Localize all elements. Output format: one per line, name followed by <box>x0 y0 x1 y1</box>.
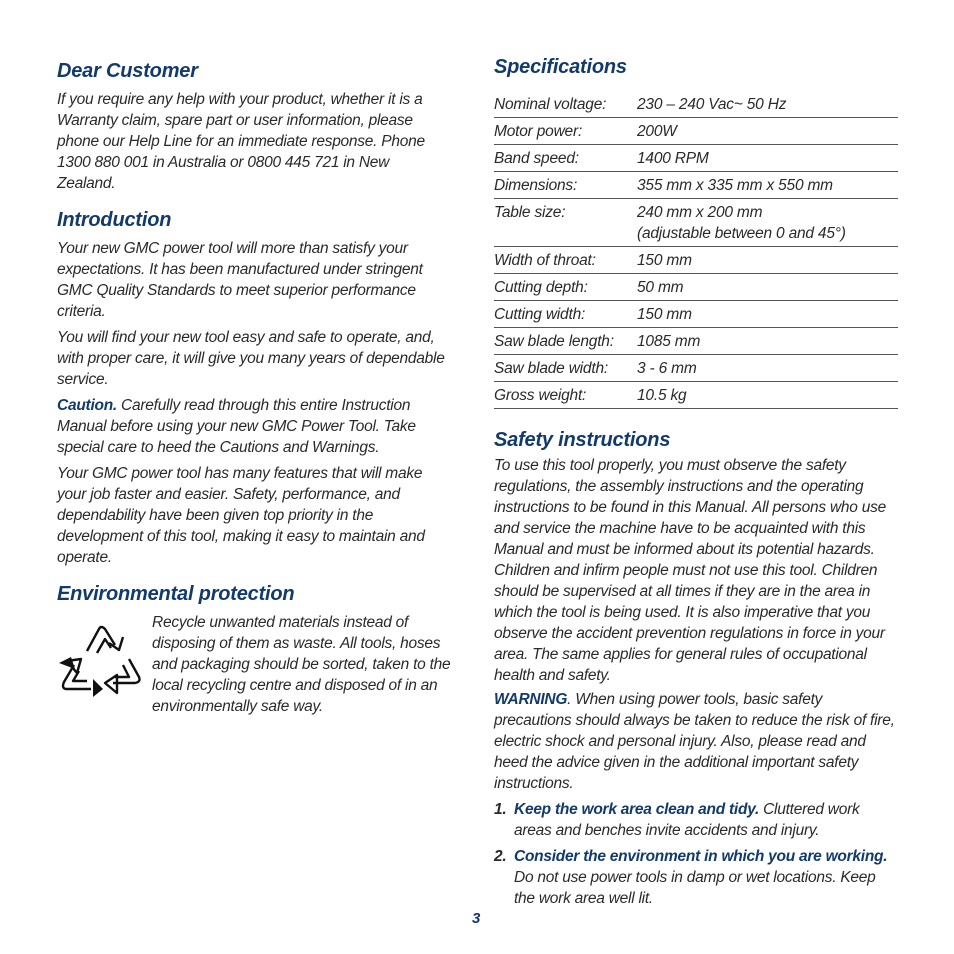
safety-item-2-number: 2. <box>494 848 507 865</box>
spec-label: Width of throat: <box>494 247 637 274</box>
environmental-text: Recycle unwanted materials instead of disposing of them as waste. All tools, hoses and packaging should be sorted, taken to the local recycling centre and disposed of in an environmentally safe way. <box>152 614 451 715</box>
safety-item-1 <box>514 799 898 841</box>
dear-customer-text: If you require any help with your product, whether it is a Warranty claim, spare part or user information, please phone our Help Line for an immediate response. Phone 1300 880 001 in Australia or 0800 445 721 in New Zealand. <box>57 91 425 192</box>
spec-value <box>637 247 898 274</box>
spec-row <box>494 382 898 409</box>
spec-row <box>494 328 898 355</box>
spec-row <box>494 274 898 301</box>
spec-value-line-2: (adjustable between 0 and 45°) <box>637 225 846 242</box>
warning-text: . When using power tools, basic safety precautions should always be taken to reduce the risk of fire, electric shock and personal injury. Also, please read and heed the advice given in the additional important safety instructions. <box>494 691 895 792</box>
spec-value <box>637 355 898 382</box>
intro-paragraph-1: Your new GMC power tool will more than satisfy your expectations. It has been manufactured under stringent GMC Quality Standards to meet superior performance criteria. <box>57 240 423 320</box>
safety-item-2-text: Do not use power tools in damp or wet locations. Keep the work area well lit. <box>514 869 876 907</box>
spec-value-line: 3 - 6 mm <box>637 360 697 377</box>
spec-label: Gross weight: <box>494 382 637 409</box>
spec-label: Cutting width: <box>494 301 637 328</box>
spec-value <box>637 172 898 199</box>
spec-value <box>637 145 898 172</box>
spec-value-line: 50 mm <box>637 279 684 296</box>
spec-value <box>637 118 898 145</box>
spec-value-line: 10.5 kg <box>637 387 687 404</box>
dear-customer-heading: Dear Customer <box>57 60 198 82</box>
warning-paragraph <box>494 689 898 794</box>
intro-paragraph-4: Your GMC power tool has many features that will make your job faster and easier. Safety, performance, and dependability have been given top priority in the development of this tool, making it easy to maintain and operate. <box>57 465 425 566</box>
safety-heading: Safety instructions <box>494 429 671 451</box>
spec-row <box>494 172 898 199</box>
spec-value-line: 150 mm <box>637 252 692 269</box>
safety-item-2 <box>514 846 898 909</box>
spec-label: Table size: <box>494 199 637 247</box>
caution-label: Caution. <box>57 397 117 414</box>
introduction-heading: Introduction <box>57 209 172 231</box>
spec-label: Band speed: <box>494 145 637 172</box>
spec-label: Saw blade length: <box>494 328 637 355</box>
spec-label: Dimensions: <box>494 172 637 199</box>
spec-row <box>494 199 898 247</box>
safety-item-1-title: Keep the work area clean and tidy. <box>514 801 760 818</box>
spec-value <box>637 328 898 355</box>
specifications-heading: Specifications <box>494 56 627 78</box>
spec-label: Cutting depth: <box>494 274 637 301</box>
spec-value <box>637 274 898 301</box>
spec-row <box>494 247 898 274</box>
intro-paragraph-2: You will find your new tool easy and safe to operate, and, with proper care, it will give you many years of dependable service. <box>57 329 445 388</box>
safety-paragraph: To use this tool properly, you must observe the safety regulations, the assembly instructions and the operating instructions to be found in this Manual. All persons who use and service the machine have to be acquainted with this Manual and must be informed about its potential hazards. Children and infirm people must not use this tool. Children should be supervised at all times if they are in the area in which the tool is being used. It is also imperative that you observe the accident prevention regulations in force in your area. The same applies for general rules of occupational health and safety. <box>494 457 886 684</box>
spec-value <box>637 382 898 409</box>
caution-text: Carefully read through this entire Instruction Manual before using your new GMC Power Tool. Take special care to heed the Cautions and Warnings. <box>57 397 416 456</box>
intro-paragraph-3 <box>57 395 449 458</box>
spec-row <box>494 301 898 328</box>
safety-item-1-number: 1. <box>494 801 507 818</box>
page-number: 3 <box>472 910 481 927</box>
safety-item-1-text: Cluttered work areas and benches invite accidents and injury. <box>514 801 860 839</box>
recycle-icon <box>57 617 145 703</box>
spec-value <box>637 301 898 328</box>
spec-value-line: 1085 mm <box>637 333 701 350</box>
spec-label: Nominal voltage: <box>494 91 637 118</box>
spec-value-line: 240 mm x 200 mm <box>637 204 763 221</box>
spec-value <box>637 199 898 247</box>
spec-label: Motor power: <box>494 118 637 145</box>
spec-value <box>637 91 898 118</box>
safety-item-2-title: Consider the environment in which you are working. <box>514 848 888 865</box>
spec-label: Saw blade width: <box>494 355 637 382</box>
spec-value-line: 230 – 240 Vac~ 50 Hz <box>637 96 787 113</box>
spec-row <box>494 355 898 382</box>
specifications-table <box>494 91 898 409</box>
spec-value-line: 1400 RPM <box>637 150 709 167</box>
spec-row <box>494 145 898 172</box>
warning-label: WARNING <box>494 691 568 708</box>
environmental-heading: Environmental protection <box>57 583 295 605</box>
spec-value-line: 355 mm x 335 mm x 550 mm <box>637 177 833 194</box>
spec-row <box>494 91 898 118</box>
spec-row <box>494 118 898 145</box>
spec-value-line: 200W <box>637 123 677 140</box>
spec-value-line: 150 mm <box>637 306 692 323</box>
